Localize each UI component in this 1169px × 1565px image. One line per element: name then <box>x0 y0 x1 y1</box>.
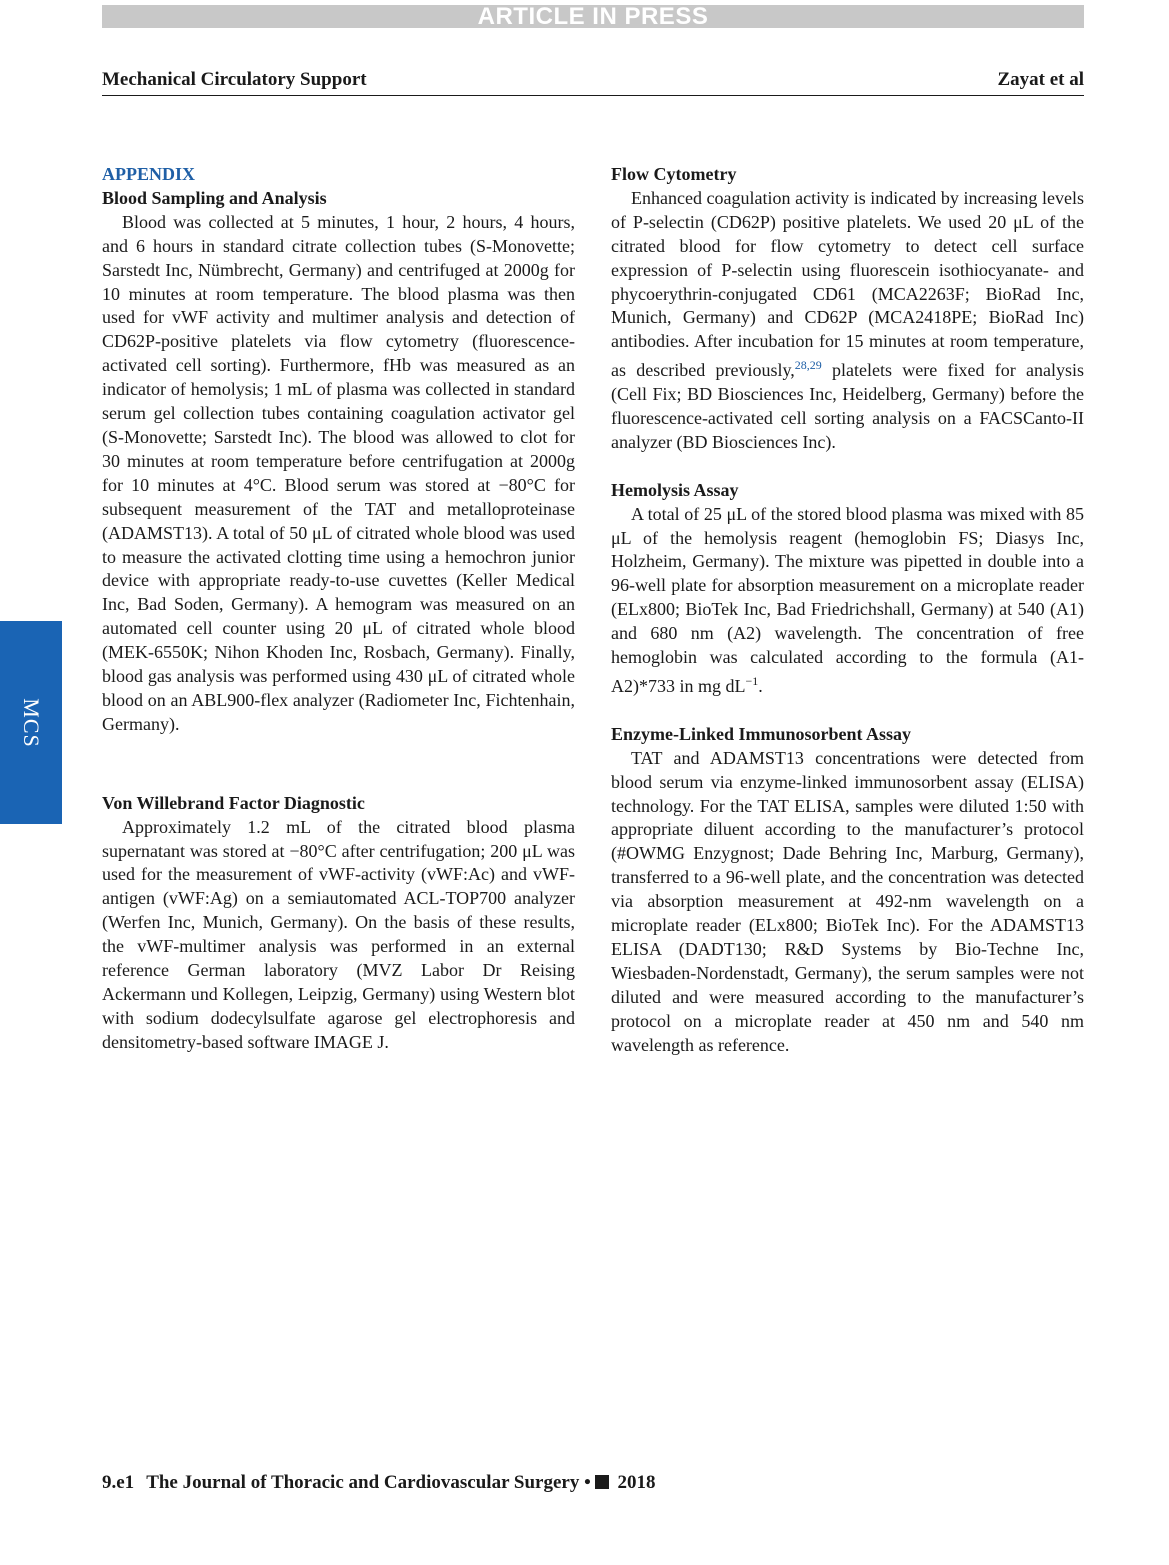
article-in-press-banner: ARTICLE IN PRESS <box>102 5 1084 28</box>
page-footer <box>102 1472 656 1494</box>
flow-cytometry-text-a: Enhanced coagulation activity is indicated by increasing levels of P-selectin (CD62P) positive platelets. We used 20 μL of the citrated blood for flow cytometry to detect cell surface expression of P-selectin using fluorescein isothiocyanate- and phycoerythrin-conjugated CD61 (MCA2263F; BioRad Inc, Munich, Germany) and CD62P (MCA2418PE; BioRad Inc) antibodies. After incubation for 15 minutes at room temperature, as described previously, <box>611 187 1084 381</box>
unit-superscript: −1 <box>745 674 759 689</box>
blood-sampling-heading: Blood Sampling and Analysis <box>102 187 327 208</box>
footer-year: 2018 <box>617 1472 656 1493</box>
left-column <box>102 163 575 1055</box>
blood-sampling-body: Blood was collected at 5 minutes, 1 hour, 2 hours, 4 hours, and 6 hours in standard citrate collection tubes (S-Monovette; Sarstedt Inc, Nümbrecht, Germany) and centrifuged at 2000g for 10 minutes at room temperature. The blood plasma was then used for vWF activity and multimer analysis and detection of CD62P-positive platelets via flow cytometry (fluorescence-activated cell sorting). Furthermore, fHb was measured as an indicator of hemolysis; 1 mL of plasma was collected in standard serum gel collection tubes containing coagulation activator gel (S-Monovette; Sarstedt Inc). The blood was allowed to clot for 30 minutes at room temperature before centrifugation at 2000g for 10 minutes at 4°C. Blood serum was stored at −80°C for subsequent measurement of the TAT and metalloproteinase (ADAMST13). A total of 50 μL of citrated whole blood was used to measure the activated clotting time using a hemochron junior device with appropriate ready-to-use cuvettes (Keller Medical Inc, Bad Soden, Germany). A hemogram was measured on an automated cell counter using 20 μL of citrated whole blood (MEK-6550K; Nihon Khoden Inc, Rosbach, Germany). Finally, blood gas analysis was performed using 430 μL of citrated whole blood on an ABL900-flex analyzer (Radiometer Inc, Fichtenhain, Germany). <box>102 211 575 734</box>
running-head-section: Mechanical Circulatory Support <box>102 69 367 90</box>
hemolysis-heading: Hemolysis Assay <box>611 479 739 500</box>
side-tab-label: MCS <box>19 697 44 748</box>
vwf-diagnostic-body: Approximately 1.2 mL of the citrated blood plasma supernatant was stored at −80°C after centrifugation; 200 μL was used for the measurement of vWF-activity (vWF:Ac) and vWF-antigen (vWF:Ag) on a semiautomated ACL-TOP700 analyzer (Werfen Inc, Munich, Germany). On the basis of these results, the vWF-multimer analysis was performed in an external reference German laboratory (MVZ Labor Dr Reising Ackermann und Kollegen, Leipzig, Germany) using Western blot with sodium dodecylsulfate agarose gel electrophoresis and densitometry-based software IMAGE J. <box>102 816 575 1052</box>
flow-cytometry-body <box>611 187 1084 455</box>
elisa-heading: Enzyme-Linked Immunosorbent Assay <box>611 723 912 744</box>
citation-ref-link[interactable]: 28,29 <box>794 358 822 373</box>
footer-separator: • <box>584 1472 591 1493</box>
header-rule <box>102 95 1084 96</box>
flow-cytometry-text-b: platelets were fixed for analysis (Cell Fix; BD Biosciences Inc, Heidelberg, Germany) before the fluorescence-activated cell sorting analysis on a FACSCanto-II analyzer (BD Biosciences Inc). <box>611 360 1084 452</box>
issue-square-icon <box>595 1475 609 1489</box>
section-side-tab <box>0 621 62 824</box>
right-column <box>611 163 1084 1058</box>
hemolysis-text-b: . <box>758 676 763 697</box>
running-head-authors: Zayat et al <box>997 69 1084 90</box>
page-number: 9.e1 <box>102 1472 135 1493</box>
hemolysis-text-a: A total of 25 μL of the stored blood plasma was mixed with 85 μL of the hemolysis reagent (hemoglobin FS; Diasys Inc, Holzheim, Germany). The mixture was pipetted in double into a 96-well plate for absorption measurement on a microplate reader (ELx800; BioTek Inc, Bad Friedrichshall, Germany) at 540 (A1) and 680 nm (A2) wavelength. The concentration of free hemoglobin was calculated according to the formula (A1-A2)*733 in mg dL <box>611 503 1084 697</box>
journal-name: The Journal of Thoracic and Cardiovascular Surgery <box>146 1472 580 1493</box>
hemolysis-body <box>611 503 1084 699</box>
appendix-heading: APPENDIX <box>102 164 195 184</box>
elisa-body: TAT and ADAMST13 concentrations were detected from blood serum via enzyme-linked immunosorbent assay (ELISA) technology. For the TAT ELISA, samples were diluted 1:50 with appropriate diluent according to the manufacturer’s protocol (#OWMG Enzygnost; Dade Behring Inc, Marburg, Germany), transferred to a 96-well plate, and the concentration was detected via absorption measurement at 492-nm wavelength on a microplate reader (ELx800; BioTek Inc). For the ADAMST13 ELISA (DADT130; R&D Systems by Bio-Techne Inc, Wiesbaden-Nordenstadt, Germany), the serum samples were not diluted and were measured according to the manufacturer’s protocol on a microplate reader at 450 nm and 540 nm wavelength as reference. <box>611 747 1084 1055</box>
vwf-diagnostic-heading: Von Willebrand Factor Diagnostic <box>102 792 365 813</box>
flow-cytometry-heading: Flow Cytometry <box>611 164 737 184</box>
